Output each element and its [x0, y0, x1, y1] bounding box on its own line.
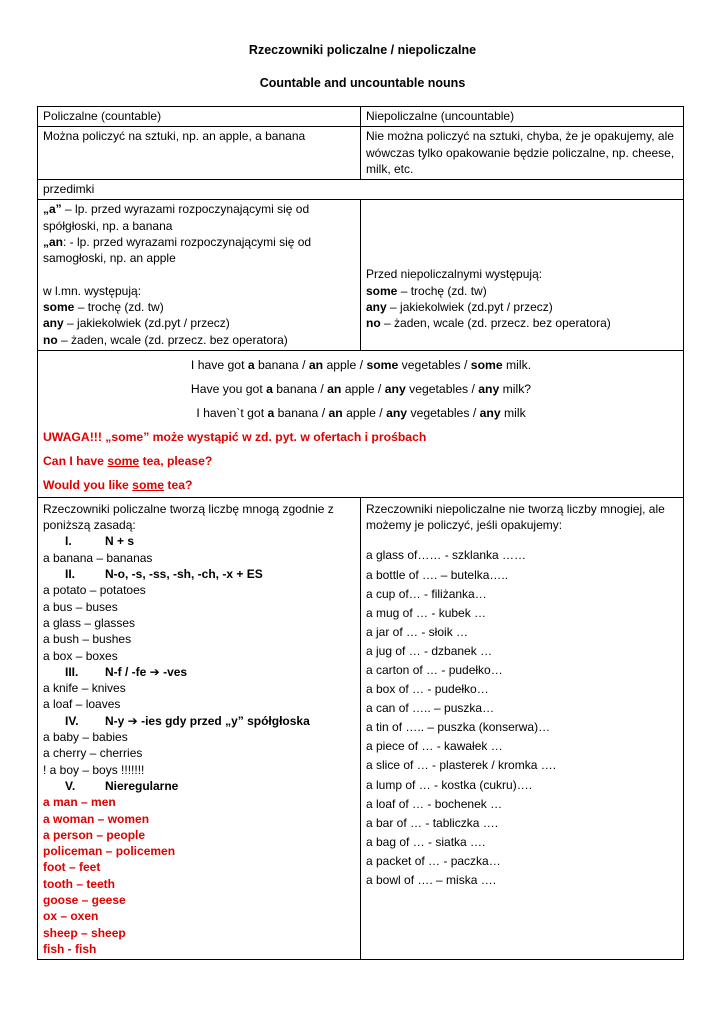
offer-question: Can I have some tea, please? [43, 453, 213, 468]
countable-plural-rules [38, 497, 361, 959]
uncountable-definition: Nie można policzyć na sztuki, chyba, że je opakujemy, ale wówczas tylko opakowanie będzie policzalne, np. cheese, milk, etc. [361, 127, 684, 180]
rule-3: III. N-f / -fe ➔ -ves [65, 664, 188, 679]
rule-2-example: a bus – buses [43, 599, 118, 614]
any-rule: any – jakiekolwiek (zd.pyt / przecz) [43, 316, 230, 331]
irregular-plural: foot – feet [43, 860, 101, 875]
uncountable-header: Niepoliczalne (uncountable) [361, 107, 684, 127]
rule-4-example: a cherry – cherries [43, 746, 143, 761]
countable-definition: Można policzyć na sztuki, np. an apple, a banana [38, 127, 361, 180]
container-item: a bar of … - tabliczka …. [366, 815, 499, 830]
container-item: a carton of … - pudełko… [366, 663, 503, 678]
irregular-plural: policeman – policemen [43, 844, 176, 859]
articles-header: przedimki [38, 180, 684, 200]
container-item: a lump of … - kostka (cukru)…. [366, 777, 533, 792]
example-sentence: I haven`t got a banana / an apple / any vegetables / any milk [196, 405, 526, 420]
arrow-right-icon: ➔ [127, 713, 138, 728]
rule-2-example: a potato – potatoes [43, 583, 146, 598]
rule-3-example: a loaf – loaves [43, 697, 121, 712]
rule-5: V. Nieregularne [65, 778, 179, 793]
container-item: a bag of … - siatka …. [366, 834, 486, 849]
plural-row [38, 497, 684, 959]
request-question: Would you like some tea? [43, 477, 193, 492]
plural-rules-intro: Rzeczowniki policzalne tworzą liczbę mnogą zgodnie z poniższą zasadą: [43, 501, 334, 533]
container-item: a bowl of …. – miska …. [366, 873, 497, 888]
article-a-rule: „a” – lp. przed wyrazami rozpoczynającymi się od spółgłoski, np. a banana [43, 202, 310, 233]
rule-3-example: a knife – knives [43, 681, 126, 696]
articles-row [38, 200, 684, 350]
rule-2: II. N-o, -s, -ss, -sh, -ch, -x + ES [65, 567, 263, 582]
rule-1-example: a banana – bananas [43, 550, 153, 565]
example-sentence: Have you got a banana / an apple / any vegetables / any milk? [190, 381, 532, 396]
examples-row [38, 350, 684, 497]
uncountable-articles [361, 200, 684, 350]
irregular-plural: fish - fish [43, 941, 97, 956]
examples-cell [38, 350, 684, 497]
some-rule: some – trochę (zd. tw) [366, 283, 487, 298]
container-item: a cup of… - filiżanka… [366, 586, 487, 601]
containers-intro: Rzeczowniki niepoliczalne nie tworzą liczby mnogiej, ale możemy je policzyć, jeśli opakujemy: [366, 501, 665, 533]
container-item: a jar of … - słoik … [366, 624, 469, 639]
container-item: a glass of…… - szklanka …… [366, 548, 527, 563]
rule-4: IV. N-y ➔ -ies gdy przed „y” spółgłoska [65, 713, 310, 728]
arrow-right-icon: ➔ [149, 664, 160, 679]
irregular-plural: a woman – women [43, 811, 150, 826]
uncountable-intro: Przed niepoliczalnymi występują: [366, 267, 543, 282]
some-rule: some – trochę (zd. tw) [43, 299, 164, 314]
container-item: a piece of … - kawałek … [366, 739, 503, 754]
irregular-plural: goose – geese [43, 892, 126, 907]
countable-articles [38, 200, 361, 350]
rule-2-example: a bush – bushes [43, 632, 132, 647]
rule-2-example: a box – boxes [43, 648, 118, 663]
nouns-table [37, 106, 684, 960]
container-item: a slice of … - plasterek / kromka …. [366, 758, 557, 773]
irregular-plural: sheep – sheep [43, 925, 126, 940]
warning-note: UWAGA!!! „some” może wystąpić w zd. pyt. w ofertach i prośbach [43, 429, 427, 444]
rule-2-example: a glass – glasses [43, 615, 136, 630]
container-item: a mug of … - kubek … [366, 605, 487, 620]
rule-4-example: ! a boy – boys !!!!!!! [43, 762, 145, 777]
container-item: a jug of … - dzbanek … [366, 643, 493, 658]
plural-intro: w l.mn. występują: [43, 283, 142, 298]
document-title: Rzeczowniki policzalne / niepoliczalne [248, 43, 477, 57]
container-item: a box of … - pudełko… [366, 682, 489, 697]
definition-row [38, 127, 684, 180]
irregular-plural: tooth – teeth [43, 876, 115, 891]
countable-header: Policzalne (countable) [38, 107, 361, 127]
rule-1: I. N + s [65, 534, 135, 549]
articles-header-row [38, 180, 684, 200]
any-rule: any – jakiekolwiek (zd.pyt / przecz) [366, 300, 553, 315]
rule-4-example: a baby – babies [43, 730, 128, 745]
container-item: a loaf of … - bochenek … [366, 796, 503, 811]
container-item: a can of ….. – puszka… [366, 701, 495, 716]
header-row [38, 107, 684, 127]
no-rule: no – żaden, wcale (zd. przecz. bez operatora) [43, 332, 288, 347]
document-subtitle: Countable and uncountable nouns [259, 76, 466, 90]
no-rule: no – żaden, wcale (zd. przecz. bez operatora) [366, 316, 611, 331]
uncountable-containers [361, 497, 684, 959]
irregular-plural: a man – men [43, 795, 116, 810]
container-item: a tin of ….. – puszka (konserwa)… [366, 720, 551, 735]
example-sentence: I have got a banana / an apple / some vegetables / some milk. [190, 357, 532, 372]
article-an-rule: „an: - lp. przed wyrazami rozpoczynającymi się od samogłoski, np. an apple [43, 235, 312, 266]
container-item: a packet of … - paczka… [366, 853, 501, 868]
container-item: a bottle of …. – butelka….. [366, 567, 509, 582]
irregular-plural: a person – people [43, 827, 146, 842]
irregular-plural: ox – oxen [43, 909, 99, 924]
